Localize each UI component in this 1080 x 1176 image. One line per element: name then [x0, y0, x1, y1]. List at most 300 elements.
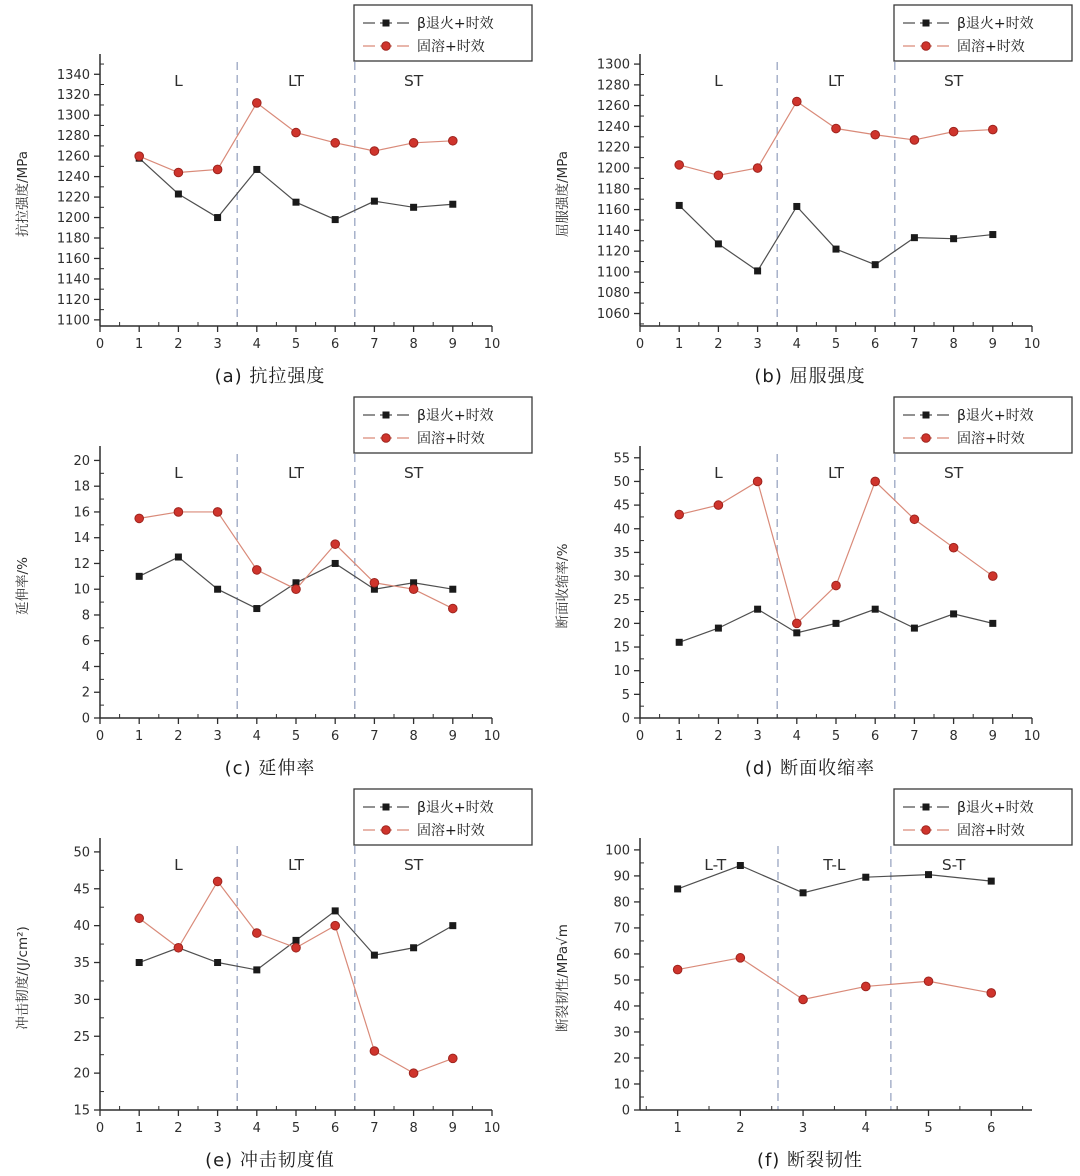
x-tick-label: 10 — [483, 337, 501, 352]
caption-c: (c) 延伸率 — [224, 758, 316, 779]
y-tick-label: 10 — [613, 1077, 630, 1093]
x-tick-label: 1 — [135, 1121, 144, 1136]
data-point-square — [989, 231, 996, 238]
data-point-circle — [673, 965, 682, 974]
chart-svg-d — [540, 392, 1080, 756]
y-tick-label: 1100 — [596, 265, 630, 281]
y-tick-label: 30 — [613, 569, 630, 585]
series-line — [679, 481, 993, 623]
y-tick-label: 80 — [613, 895, 630, 911]
legend-label: 固溶+时效 — [417, 39, 485, 55]
chart-svg-c — [0, 392, 540, 756]
data-point-square — [862, 874, 869, 881]
x-tick-label: 5 — [831, 337, 841, 352]
series-line — [679, 101, 993, 175]
region-label: L — [174, 72, 183, 90]
y-tick-label: 25 — [73, 1029, 90, 1045]
data-point-square — [833, 246, 840, 253]
x-tick-label: 3 — [213, 337, 222, 352]
data-point-circle — [753, 164, 762, 173]
figure-panel-a — [0, 0, 540, 392]
data-point-circle — [292, 128, 301, 137]
data-point-circle — [871, 477, 880, 486]
data-point-square — [715, 625, 722, 632]
data-point-square — [988, 878, 995, 885]
data-point-square — [793, 629, 800, 636]
y-tick-label: 1200 — [56, 211, 90, 227]
data-point-square — [214, 959, 221, 966]
data-point-circle — [331, 540, 340, 549]
data-point-square — [449, 922, 456, 929]
data-point-circle — [449, 1054, 458, 1063]
region-label: L — [174, 856, 183, 874]
data-point-circle — [409, 585, 418, 594]
x-tick-label: 9 — [448, 337, 457, 352]
data-point-circle — [793, 619, 802, 628]
figure-panel-f — [540, 784, 1080, 1176]
data-point-circle — [871, 130, 880, 139]
data-point-circle — [174, 508, 183, 517]
legend-circle-marker — [382, 826, 391, 835]
x-tick-label: 5 — [291, 337, 301, 352]
x-tick-label: 9 — [988, 729, 997, 744]
figure-panel-c — [0, 392, 540, 784]
data-point-square — [950, 235, 957, 242]
x-tick-label: 7 — [910, 729, 919, 744]
x-tick-label: 1 — [135, 337, 144, 352]
y-tick-label: 0 — [81, 711, 90, 727]
figure-panel-d — [540, 392, 1080, 784]
region-label: ST — [943, 72, 964, 90]
y-axis-title: 屈服强度/MPa — [555, 150, 571, 238]
y-tick-label: 1200 — [596, 161, 630, 177]
caption-a: (a) 抗拉强度 — [214, 366, 326, 387]
data-point-circle — [832, 581, 841, 590]
x-tick-label: 2 — [174, 337, 183, 352]
region-label: L — [714, 72, 723, 90]
y-tick-label: 1260 — [56, 149, 90, 165]
data-point-square — [449, 586, 456, 593]
y-tick-label: 50 — [613, 973, 630, 989]
x-tick-label: 1 — [675, 337, 684, 352]
y-axis-title: 抗拉强度/MPa — [15, 150, 31, 238]
region-label: L — [174, 464, 183, 482]
data-point-circle — [331, 921, 340, 930]
x-tick-label: 9 — [448, 729, 457, 744]
x-tick-label: 4 — [792, 337, 801, 352]
data-point-circle — [252, 566, 261, 575]
data-point-square — [332, 216, 339, 223]
legend-square-marker — [923, 804, 930, 811]
data-point-circle — [409, 139, 418, 148]
y-tick-label: 70 — [613, 921, 630, 937]
y-tick-label: 1080 — [596, 286, 630, 302]
x-tick-label: 5 — [291, 729, 301, 744]
legend-label: β退火+时效 — [417, 800, 494, 816]
data-point-square — [293, 937, 300, 944]
data-point-circle — [861, 982, 870, 991]
data-point-square — [754, 267, 761, 274]
x-tick-label: 1 — [135, 729, 144, 744]
data-point-circle — [910, 136, 919, 145]
data-point-square — [371, 198, 378, 205]
y-axis-title: 断裂韧性/MPa√m — [555, 924, 571, 1032]
x-tick-label: 8 — [409, 337, 418, 352]
y-tick-label: 35 — [73, 956, 90, 972]
x-tick-label: 0 — [95, 729, 105, 744]
y-tick-label: 1240 — [56, 170, 90, 186]
y-tick-label: 2 — [81, 685, 90, 701]
y-tick-label: 10 — [73, 582, 90, 598]
series-line — [139, 881, 453, 1073]
data-point-circle — [213, 165, 222, 174]
y-tick-label: 40 — [613, 522, 630, 538]
y-axis-title: 冲击韧度/(J/cm²) — [15, 926, 31, 1030]
data-point-square — [332, 907, 339, 914]
data-point-circle — [736, 954, 745, 963]
chart-svg-a — [0, 0, 540, 364]
data-point-circle — [989, 125, 998, 134]
y-tick-label: 1320 — [56, 88, 90, 104]
data-point-square — [737, 862, 744, 869]
data-point-square — [872, 606, 879, 613]
x-tick-label: 2 — [174, 729, 183, 744]
data-point-circle — [135, 514, 144, 523]
legend-label: β退火+时效 — [957, 16, 1034, 32]
x-tick-label: 2 — [714, 729, 723, 744]
data-point-circle — [370, 578, 379, 587]
data-point-square — [872, 261, 879, 268]
x-tick-label: 8 — [949, 729, 958, 744]
y-tick-label: 14 — [73, 531, 90, 547]
legend-square-marker — [383, 20, 390, 27]
series-line — [679, 205, 993, 270]
x-tick-label: 2 — [736, 1121, 745, 1136]
data-point-square — [674, 885, 681, 892]
data-point-circle — [799, 995, 808, 1004]
x-tick-label: 4 — [252, 729, 261, 744]
region-label: LT — [288, 464, 304, 482]
figure-panel-b — [540, 0, 1080, 392]
legend-circle-marker — [922, 434, 931, 443]
caption-b: (b) 屈服强度 — [754, 366, 866, 387]
data-point-square — [833, 620, 840, 627]
data-point-circle — [292, 943, 301, 952]
region-label: LT — [828, 464, 844, 482]
legend-label: β退火+时效 — [417, 408, 494, 424]
legend-square-marker — [383, 412, 390, 419]
y-tick-label: 30 — [613, 1025, 630, 1041]
y-tick-label: 1100 — [56, 313, 90, 329]
x-tick-label: 9 — [448, 1121, 457, 1136]
x-tick-label: 10 — [483, 729, 501, 744]
data-point-square — [253, 166, 260, 173]
legend-label: 固溶+时效 — [417, 431, 485, 447]
x-tick-label: 7 — [370, 337, 379, 352]
y-tick-label: 1120 — [56, 292, 90, 308]
legend-circle-marker — [382, 434, 391, 443]
data-point-circle — [753, 477, 762, 486]
x-tick-label: 6 — [871, 729, 880, 744]
y-tick-label: 60 — [613, 947, 630, 963]
data-point-square — [449, 201, 456, 208]
data-point-square — [911, 234, 918, 241]
y-tick-label: 1160 — [596, 203, 630, 219]
x-tick-label: 8 — [949, 337, 958, 352]
legend-square-marker — [923, 20, 930, 27]
x-tick-label: 6 — [871, 337, 880, 352]
data-point-circle — [675, 161, 684, 170]
x-tick-label: 6 — [331, 729, 340, 744]
legend-circle-marker — [382, 42, 391, 51]
data-point-circle — [987, 989, 996, 998]
data-point-circle — [174, 943, 183, 952]
y-tick-label: 20 — [73, 1066, 90, 1082]
data-point-circle — [213, 877, 222, 886]
chart-svg-f — [540, 784, 1080, 1148]
x-tick-label: 7 — [370, 729, 379, 744]
y-tick-label: 45 — [613, 498, 630, 514]
chart-svg-b — [540, 0, 1080, 364]
x-tick-label: 1 — [673, 1121, 682, 1136]
legend-label: β退火+时效 — [957, 408, 1034, 424]
data-point-square — [925, 871, 932, 878]
y-tick-label: 15 — [73, 1103, 90, 1119]
data-point-circle — [924, 977, 933, 986]
y-tick-label: 16 — [73, 505, 90, 521]
data-point-square — [715, 240, 722, 247]
x-tick-label: 4 — [252, 337, 261, 352]
data-point-circle — [135, 914, 144, 923]
y-tick-label: 4 — [81, 659, 90, 675]
data-point-square — [950, 610, 957, 617]
y-tick-label: 40 — [73, 919, 90, 935]
data-point-circle — [675, 510, 684, 519]
x-tick-label: 0 — [95, 1121, 105, 1136]
data-point-square — [989, 620, 996, 627]
x-tick-label: 5 — [831, 729, 841, 744]
data-point-square — [332, 560, 339, 567]
legend-square-marker — [383, 804, 390, 811]
x-tick-label: 6 — [987, 1121, 996, 1136]
data-point-circle — [213, 508, 222, 517]
data-point-square — [175, 554, 182, 561]
region-label: S-T — [941, 856, 966, 874]
y-tick-label: 1180 — [56, 231, 90, 247]
y-tick-label: 50 — [73, 845, 90, 861]
y-tick-label: 1220 — [596, 140, 630, 156]
y-tick-label: 12 — [73, 556, 90, 572]
legend-label: β退火+时效 — [417, 16, 494, 32]
data-point-circle — [910, 515, 919, 524]
series-line — [139, 103, 453, 173]
data-point-circle — [292, 585, 301, 594]
data-point-square — [214, 214, 221, 221]
y-axis-title: 延伸率/% — [15, 557, 31, 615]
y-tick-label: 1140 — [596, 223, 630, 239]
y-tick-label: 1220 — [56, 190, 90, 206]
series-line — [139, 512, 453, 609]
region-label: LT — [288, 856, 304, 874]
data-point-circle — [449, 136, 458, 145]
x-tick-label: 7 — [910, 337, 919, 352]
legend-label: 固溶+时效 — [957, 39, 1025, 55]
data-point-square — [676, 639, 683, 646]
region-label: L — [714, 464, 723, 482]
x-tick-label: 10 — [1023, 729, 1041, 744]
x-tick-label: 6 — [331, 337, 340, 352]
series-line — [139, 158, 453, 219]
x-tick-label: 2 — [174, 1121, 183, 1136]
data-point-circle — [793, 97, 802, 106]
caption-e: (e) 冲击韧度值 — [205, 1150, 335, 1171]
y-tick-label: 25 — [613, 593, 630, 609]
y-tick-label: 0 — [621, 1103, 630, 1119]
data-point-circle — [714, 171, 723, 180]
y-tick-label: 8 — [81, 608, 90, 624]
x-tick-label: 5 — [291, 1121, 301, 1136]
data-point-circle — [370, 1047, 379, 1056]
data-point-square — [175, 191, 182, 198]
data-point-square — [253, 966, 260, 973]
x-tick-label: 2 — [714, 337, 723, 352]
y-tick-label: 100 — [605, 843, 630, 859]
y-tick-label: 10 — [613, 664, 630, 680]
x-tick-label: 3 — [798, 1121, 808, 1136]
data-point-square — [793, 203, 800, 210]
y-tick-label: 90 — [613, 869, 630, 885]
region-label: ST — [403, 72, 424, 90]
y-tick-label: 15 — [613, 640, 630, 656]
x-tick-label: 1 — [675, 729, 684, 744]
y-tick-label: 20 — [613, 1051, 630, 1067]
data-point-circle — [370, 147, 379, 156]
legend-label: 固溶+时效 — [957, 823, 1025, 839]
region-label: LT — [288, 72, 304, 90]
y-tick-label: 1300 — [56, 108, 90, 124]
x-tick-label: 4 — [861, 1121, 870, 1136]
data-point-circle — [714, 501, 723, 510]
region-label: ST — [943, 464, 964, 482]
x-tick-label: 3 — [213, 1121, 222, 1136]
y-tick-label: 30 — [73, 992, 90, 1008]
x-tick-label: 7 — [370, 1121, 379, 1136]
data-point-circle — [331, 139, 340, 148]
x-tick-label: 3 — [753, 729, 762, 744]
data-point-circle — [252, 929, 261, 938]
y-tick-label: 55 — [613, 451, 630, 467]
x-tick-label: 8 — [409, 729, 418, 744]
data-point-square — [800, 889, 807, 896]
legend-label: 固溶+时效 — [957, 431, 1025, 447]
data-point-circle — [832, 124, 841, 133]
y-tick-label: 1300 — [596, 57, 630, 73]
y-tick-label: 20 — [73, 453, 90, 469]
y-tick-label: 1060 — [596, 307, 630, 323]
x-tick-label: 10 — [483, 1121, 501, 1136]
region-label: T-L — [823, 856, 846, 874]
figure-panel-e — [0, 784, 540, 1176]
region-label: LT — [828, 72, 844, 90]
data-point-circle — [174, 168, 183, 177]
x-tick-label: 0 — [95, 337, 105, 352]
y-tick-label: 18 — [73, 479, 90, 495]
data-point-circle — [409, 1069, 418, 1078]
data-point-square — [371, 952, 378, 959]
y-tick-label: 1280 — [56, 129, 90, 145]
y-tick-label: 20 — [613, 616, 630, 632]
data-point-circle — [135, 152, 144, 161]
data-point-square — [293, 199, 300, 206]
x-tick-label: 4 — [252, 1121, 261, 1136]
legend-circle-marker — [922, 42, 931, 51]
chart-svg-e — [0, 784, 540, 1148]
x-tick-label: 8 — [409, 1121, 418, 1136]
y-tick-label: 0 — [621, 711, 630, 727]
x-tick-label: 9 — [988, 337, 997, 352]
region-label: L-T — [704, 856, 727, 874]
y-tick-label: 1340 — [56, 67, 90, 83]
y-tick-label: 40 — [613, 999, 630, 1015]
legend-circle-marker — [922, 826, 931, 835]
y-tick-label: 5 — [621, 687, 630, 703]
y-tick-label: 1120 — [596, 244, 630, 260]
caption-f: (f) 断裂韧性 — [756, 1150, 864, 1171]
legend-square-marker — [923, 412, 930, 419]
x-tick-label: 4 — [792, 729, 801, 744]
data-point-circle — [989, 572, 998, 581]
region-label: ST — [403, 464, 424, 482]
x-tick-label: 3 — [753, 337, 762, 352]
y-tick-label: 1160 — [56, 251, 90, 267]
y-axis-title: 断面收缩率/% — [555, 543, 571, 629]
y-tick-label: 1180 — [596, 182, 630, 198]
data-point-square — [911, 625, 918, 632]
legend-label: β退火+时效 — [957, 800, 1034, 816]
data-point-square — [410, 204, 417, 211]
data-point-square — [136, 959, 143, 966]
data-point-circle — [949, 543, 958, 552]
data-point-square — [136, 573, 143, 580]
data-point-square — [253, 605, 260, 612]
y-tick-label: 1260 — [596, 99, 630, 115]
y-tick-label: 35 — [613, 545, 630, 561]
legend-label: 固溶+时效 — [417, 823, 485, 839]
y-tick-label: 45 — [73, 882, 90, 898]
data-point-square — [410, 944, 417, 951]
x-tick-label: 0 — [635, 729, 645, 744]
data-point-square — [676, 202, 683, 209]
data-point-square — [754, 606, 761, 613]
data-point-circle — [949, 127, 958, 136]
data-point-square — [214, 586, 221, 593]
y-tick-label: 1140 — [56, 272, 90, 288]
y-tick-label: 6 — [81, 634, 90, 650]
series-line — [678, 958, 992, 1000]
x-tick-label: 3 — [213, 729, 222, 744]
x-tick-label: 10 — [1023, 337, 1041, 352]
x-tick-label: 5 — [924, 1121, 933, 1136]
x-tick-label: 6 — [331, 1121, 340, 1136]
y-tick-label: 1280 — [596, 78, 630, 94]
y-tick-label: 1240 — [596, 119, 630, 135]
data-point-circle — [252, 99, 261, 108]
y-tick-label: 50 — [613, 474, 630, 490]
region-label: ST — [403, 856, 424, 874]
caption-d: (d) 断面收缩率 — [744, 758, 876, 779]
x-tick-label: 0 — [635, 337, 645, 352]
data-point-circle — [449, 604, 458, 613]
